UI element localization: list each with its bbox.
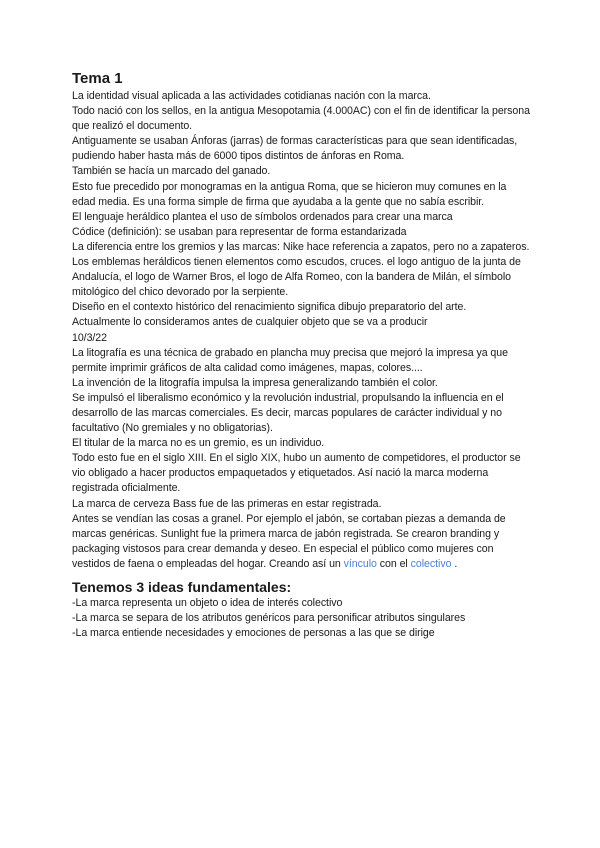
paragraph-text: con el: [376, 557, 411, 570]
section-heading: Tenemos 3 ideas fundamentales:: [72, 579, 292, 595]
document-title: Tema 1: [72, 70, 123, 87]
paragraph: El titular de la marca no es un gremio, es un individuo.: [72, 437, 325, 450]
paragraph: Los emblemas heráldicos tienen elementos como escudos, cruces. el logo antiguo de la junta de Andalucía, el logo de Warner Bros, el logo de Alfa Romeo, con la bandera de Milán, el símbolo mitológico del chico devorado por la serpiente.: [72, 256, 521, 299]
link-colectivo[interactable]: colectivo: [410, 557, 452, 570]
paragraph: Se impulsó el liberalismo económico y la revolución industrial, propulsando la influencia en el desarrollo de las marcas comerciales. Es decir, marcas populares de carácter individual y no facultativo (No gremiales y no obligatorias).: [72, 391, 504, 435]
paragraph: También se hacía un marcado del ganado.: [72, 165, 271, 178]
paragraph: La marca de cerveza Bass fue de las primeras en estar registrada.: [72, 497, 382, 510]
paragraph: Todo nació con los sellos, en la antigua Mesopotamia (4.000AC) con el fin de identificar la persona que realizó el documento.: [72, 105, 530, 133]
date-line: 10/3/22: [72, 331, 107, 344]
paragraph: La diferencia entre los gremios y las marcas: Nike hace referencia a zapatos, pero no a zapateros.: [72, 240, 530, 253]
paragraph: El lenguaje heráldico plantea el uso de símbolos ordenados para crear una marca: [72, 210, 453, 223]
idea-item: -La marca entiende necesidades y emociones de personas a las que se dirige: [72, 627, 435, 640]
paragraph: Esto fue precedido por monogramas en la antigua Roma, que se hicieron muy comunes en la edad media. Es una forma simple de firma que ayudaba a la gente que no sabía escribir.: [72, 180, 507, 208]
idea-item: -La marca representa un objeto o idea de interés colectivo: [72, 597, 343, 609]
paragraph-text: Antes se vendían las cosas a granel. Por ejemplo el jabón, se cortaban piezas a demanda de marcas genéricas. Sunlight fue la primera marca de jabón registrada. Se crearon branding y packaging vistosos para crear demanda y deseo. En especial el público como mujeres con vestidos de faena o empleadas del hogar. Creando así un: [72, 512, 506, 570]
idea-item: -La marca se separa de los atributos genéricos para personificar atributos singulares: [72, 612, 466, 625]
paragraph-text: .: [451, 557, 458, 570]
paragraph: Diseño en el contexto histórico del renacimiento significa dibujo preparatorio del arte.: [72, 301, 467, 314]
paragraph: Actualmente lo consideramos antes de cualquier objeto que se va a producir: [72, 316, 428, 329]
paragraph-with-links: [72, 512, 530, 572]
paragraph: Todo esto fue en el siglo XIII. En el siglo XIX, hubo un aumento de competidores, el productor se vio obligado a hacer productos empaquetados y etiquetados. Así nació la marca moderna registrada oficialmente.: [72, 452, 521, 495]
paragraph: Antiguamente se usaban Ánforas (jarras) de formas características para que sean identificadas, pudiendo haber hasta más de 6000 tipos distintos de ánforas en Roma.: [72, 135, 518, 163]
paragraph: La invención de la litografía impulsa la impresa generalizando también el color.: [72, 376, 438, 389]
paragraph: La identidad visual aplicada a las actividades cotidianas nación con la marca.: [72, 90, 431, 102]
paragraph: La litografía es una técnica de grabado en plancha muy precisa que mejoró la impresa ya que permite imprimir gráficos de alta calidad como imágenes, mapas, colores....: [72, 346, 508, 374]
paragraph: Códice (definición): se usaban para representar de forma estandarizada: [72, 225, 407, 238]
link-vinculo[interactable]: vínculo: [343, 557, 377, 570]
